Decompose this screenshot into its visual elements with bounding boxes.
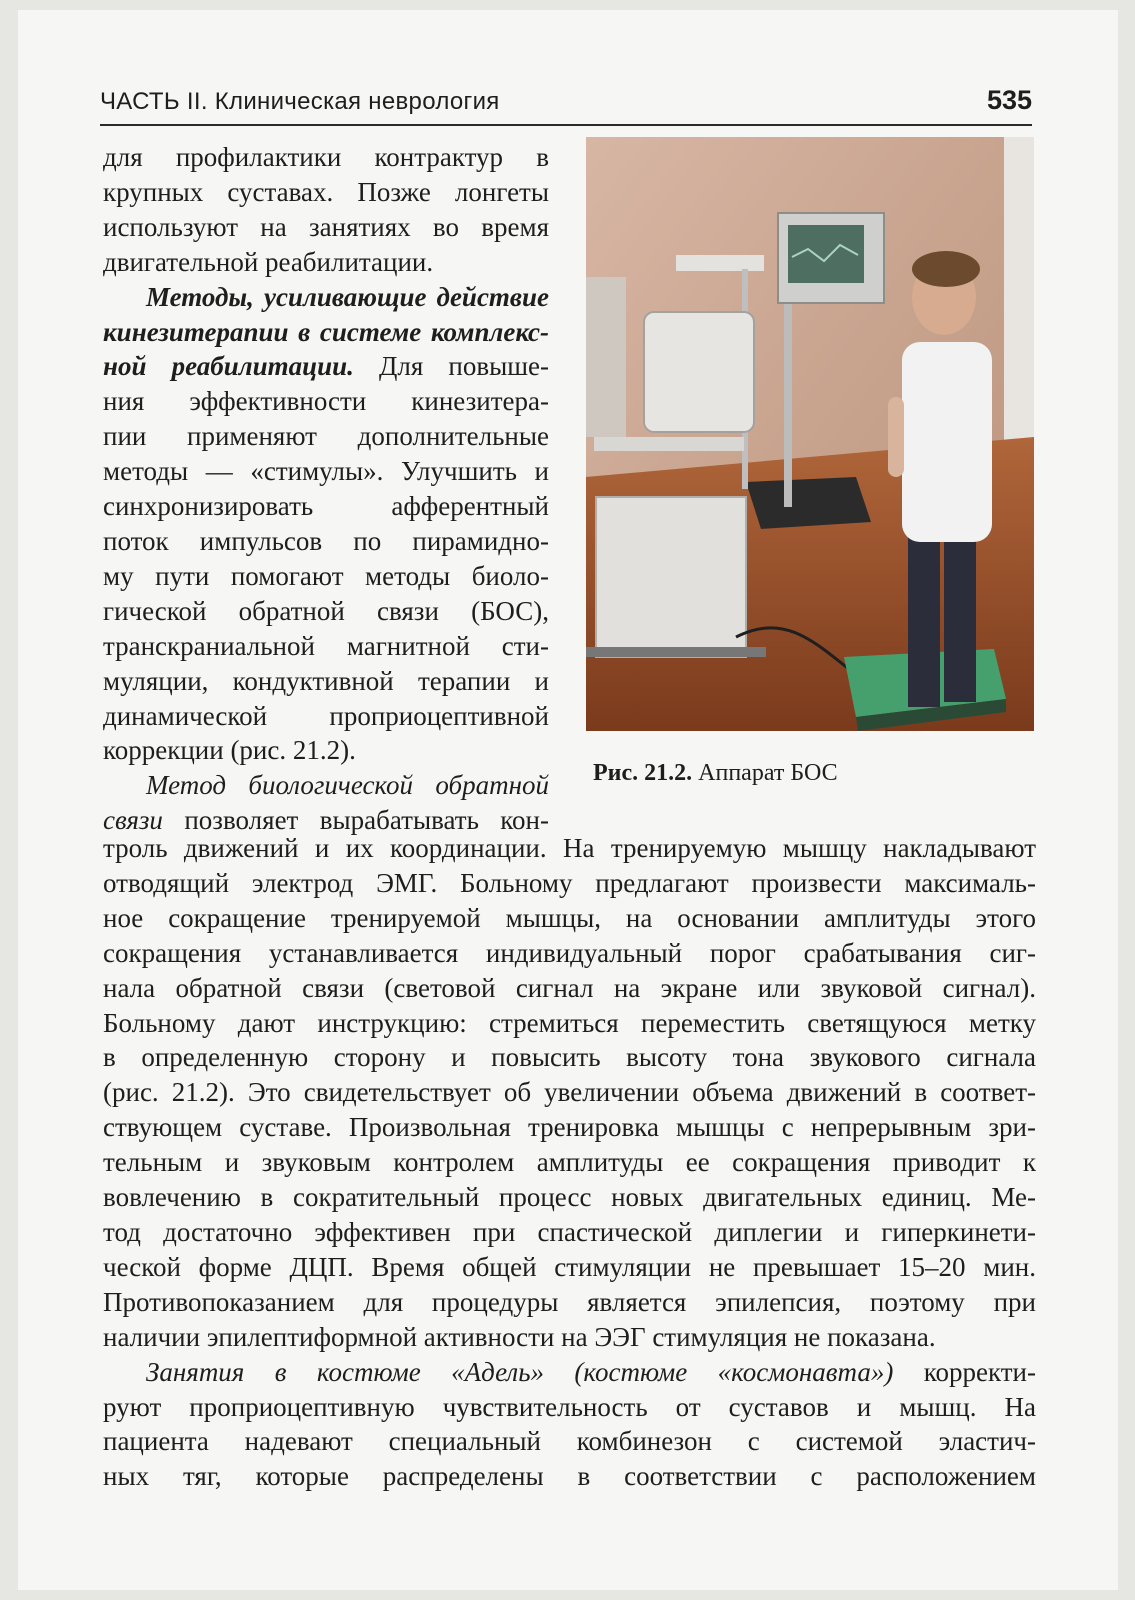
boy-leg-left [908, 532, 940, 707]
stand-base [746, 477, 871, 529]
background-cabinet [586, 277, 626, 437]
text-line: ных тяг, которые распределены в соответствии с расположением [103, 1461, 1036, 1492]
text-segment: корректи- [893, 1356, 1037, 1387]
computer-unit [596, 497, 746, 657]
text-line: ческой форме ДЦП. Время общей стимуляции не превышает 15–20 мин. [103, 1251, 1036, 1282]
text-line: нала обратной связи (световой сигнал на экране или звуковой сигнал). [103, 972, 1036, 1003]
text-line: ствующем суставе. Произвольная тренировка мышцы с непрерывным зри- [103, 1112, 1036, 1143]
text-line: крупных суставах. Позже лонгеты [103, 176, 549, 207]
boy-arm [888, 397, 904, 477]
figure-caption [593, 760, 838, 787]
text-line: муляции, кондуктивной терапии и [103, 665, 549, 696]
shelf [676, 255, 764, 271]
cart-base [586, 647, 766, 657]
text-line: наличии эпилептиформной активности на ЭЭГ стимуляция не показана. [103, 1321, 936, 1352]
text-line: для профилактики контрактур в [103, 142, 549, 172]
text-line: гической обратной связи (БОС), [103, 595, 549, 626]
text-line: в определенную сторону и повысить высоту тона звукового сигнала [103, 1042, 1036, 1073]
text-line: му пути помогают методы биоло- [103, 560, 549, 591]
text-line: отводящий электрод ЭМГ. Больному предлагают произвести максималь- [103, 867, 1036, 898]
text-line: Противопоказанием для процедуры является эпилепсия, поэтому при [103, 1286, 1036, 1317]
text-line: коррекции (рис. 21.2). [103, 735, 356, 766]
subsection-heading-line: кинезитерапии в системе комплекс- [103, 316, 549, 347]
photo-illustration [586, 137, 1034, 731]
text-line: ния эффективности кинезитера- [103, 386, 549, 417]
text-line: пии применяют дополнительные [103, 421, 549, 452]
text-line: троль движений и их координации. На тренируемую мышцу накладывают [103, 833, 1036, 863]
text-line: двигательной реабилитации. [103, 246, 434, 277]
italic-term: связи [103, 805, 163, 836]
text-line: методы — «стимулы». Улучшить и [103, 456, 549, 487]
text-line: вовлечению в сократительный процесс новых двигательных единиц. Ме- [103, 1182, 1036, 1213]
text-line: синхронизировать афферентный [103, 491, 549, 522]
text-line [103, 349, 549, 384]
subsection-heading-line: Методы, усиливающие действие [146, 281, 549, 312]
text-line: руют проприоцептивную чувствительность от суставов и мышц. На [103, 1391, 1036, 1422]
text-line: тельным и звуковым контролем амплитуды ее сокращения приводит к [103, 1147, 1036, 1178]
figure-label: Рис. 21.2. [593, 760, 693, 786]
text-line: пациента надевают специальный комбинезон с системой эластич- [103, 1426, 1036, 1457]
part-title: ЧАСТЬ II. Клиническая неврология [100, 88, 500, 115]
desk-top [594, 437, 744, 451]
figure-caption-text: Аппарат БОС [698, 760, 838, 786]
text-line [103, 1355, 1036, 1390]
text-line: ное сокращение тренируемой мышцы, на основании амплитуды этого [103, 902, 1036, 933]
subsection-heading-end: ной реабилитации. [103, 351, 354, 382]
italic-term: Занятия в костюме «Адель» (костюме «космонавта») [146, 1356, 894, 1387]
text-line: Больному дают инструкцию: стремиться переместить светящуюся метку [103, 1007, 1036, 1038]
stand-pole [784, 297, 792, 507]
text-line: тод достаточно эффективен при спастической диплегии и гиперкинети- [103, 1216, 1036, 1247]
text-line: динамической проприоцептивной [103, 700, 549, 731]
text-segment: Для повыше- [353, 351, 549, 382]
text-line: используют на занятиях во время [103, 211, 549, 242]
text-line: поток импульсов по пирамидно- [103, 525, 549, 556]
boy-leg-right [944, 532, 976, 702]
crt-monitor [644, 312, 754, 432]
text-line: сокращения устанавливается индивидуальный порог срабатывания сиг- [103, 937, 1036, 968]
text-line: (рис. 21.2). Это свидетельствует об увеличении объема движений в соответ- [103, 1077, 1036, 1108]
text-segment: позволяет вырабатывать кон- [162, 805, 549, 836]
text-line: Метод биологической обратной [146, 770, 549, 801]
boy-hair [912, 251, 980, 287]
running-header [100, 84, 1032, 126]
boy-shirt [902, 342, 992, 542]
full-width-text [103, 831, 1036, 1494]
left-column-text [103, 140, 549, 838]
text-line: транскраниальной магнитной сти- [103, 630, 549, 661]
figure-photo-biofeedback-device [586, 137, 1034, 731]
page-number: 535 [986, 85, 1032, 115]
